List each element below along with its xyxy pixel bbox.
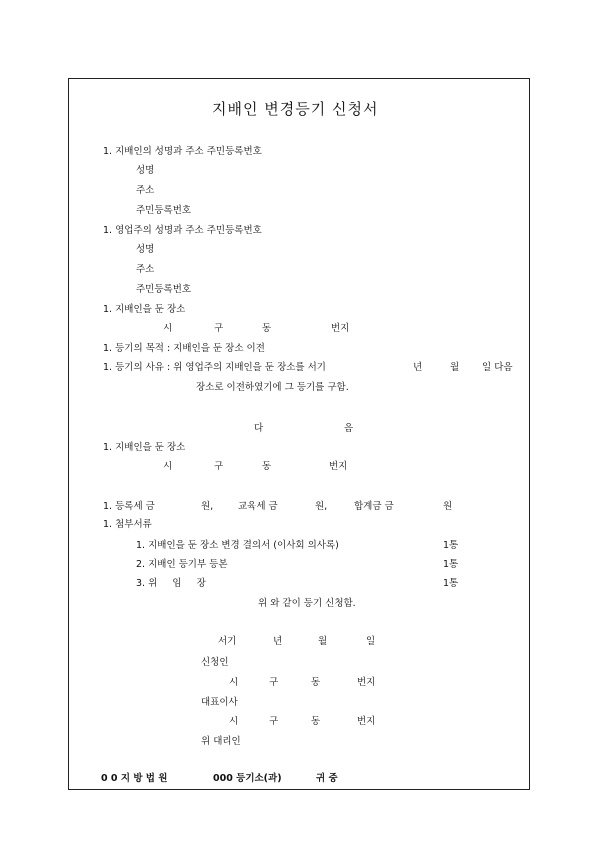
attachment-count: 1통 xyxy=(443,540,459,551)
attachment-count: 1통 xyxy=(443,578,459,589)
date-day: 일 xyxy=(366,636,376,647)
old-location-heading: 1. 지배인을 둔 장소 xyxy=(103,304,186,315)
document-title: 지배인 변경등기 신청서 xyxy=(212,100,379,118)
manager-rrn-label: 주민등록번호 xyxy=(136,205,192,216)
registry-office: 000 등기소(과) xyxy=(213,773,282,784)
below-da: 다 xyxy=(254,423,264,434)
closing-statement: 위 와 같이 등기 신청함. xyxy=(258,598,356,609)
registration-tax-label: 1. 등록세 금 xyxy=(103,501,155,512)
date-year: 년 xyxy=(273,636,283,647)
new-location-si: 시 xyxy=(163,461,173,472)
representative-si: 시 xyxy=(229,716,239,727)
applicant-gu: 구 xyxy=(269,677,279,688)
total-amount-won: 원 xyxy=(443,501,453,512)
manager-address-label: 주소 xyxy=(136,185,155,196)
reason-year: 년 xyxy=(413,362,423,373)
applicant-si: 시 xyxy=(229,677,239,688)
agent-label: 위 대리인 xyxy=(201,736,241,747)
representative-beonji: 번지 xyxy=(357,716,376,727)
registration-reason: 1. 등기의 사유 : 위 영업주의 지배인을 둔 장소를 서기 xyxy=(103,362,326,373)
registration-tax-won: 원, xyxy=(201,501,214,512)
old-location-beonji: 번지 xyxy=(331,323,350,334)
owner-name-label: 성명 xyxy=(136,244,155,255)
applicant-label: 신청인 xyxy=(201,657,229,668)
manager-info-heading: 1. 지배인의 성명과 주소 주민등록번호 xyxy=(103,146,262,157)
below-eum: 음 xyxy=(344,423,354,434)
registration-reason-continued: 장소로 이전하였기에 그 등기를 구함. xyxy=(196,382,349,393)
applicant-beonji: 번지 xyxy=(357,677,376,688)
date-seogi: 서기 xyxy=(218,636,237,647)
representative-gu: 구 xyxy=(269,716,279,727)
date-month: 월 xyxy=(318,636,328,647)
attachments-heading: 1. 첨부서류 xyxy=(103,519,152,530)
education-tax-label: 교육세 금 xyxy=(238,501,278,512)
representative-label: 대표이사 xyxy=(201,697,238,708)
new-location-dong: 동 xyxy=(262,461,272,472)
addressee: 귀 중 xyxy=(316,773,338,784)
old-location-si: 시 xyxy=(163,323,173,334)
attachment-item: 2. 지배인 등기부 등본 xyxy=(136,559,228,570)
new-location-beonji: 번지 xyxy=(329,461,348,472)
reason-month: 월 xyxy=(450,362,460,373)
attachment-count: 1통 xyxy=(443,559,459,570)
new-location-heading: 1. 지배인을 둔 장소 xyxy=(103,442,186,453)
owner-address-label: 주소 xyxy=(136,264,155,275)
education-tax-won: 원, xyxy=(315,501,328,512)
attachment-item: 1. 지배인을 둔 장소 변경 결의서 (이사회 의사록) xyxy=(136,540,339,551)
new-location-gu: 구 xyxy=(214,461,224,472)
attachment-item: 3. 위 임 장 xyxy=(136,578,206,589)
representative-dong: 동 xyxy=(311,716,321,727)
old-location-gu: 구 xyxy=(214,323,224,334)
owner-rrn-label: 주민등록번호 xyxy=(136,284,192,295)
registration-purpose: 1. 등기의 목적 : 지배인을 둔 장소 이전 xyxy=(103,343,265,354)
owner-info-heading: 1. 영업주의 성명과 주소 주민등록번호 xyxy=(103,225,262,236)
total-amount-label: 합계금 금 xyxy=(354,501,394,512)
court-name: 0 0 지 방 법 원 xyxy=(101,773,168,784)
old-location-dong: 동 xyxy=(262,323,272,334)
manager-name-label: 성명 xyxy=(136,165,155,176)
reason-day: 일 다음 xyxy=(482,362,513,373)
applicant-dong: 동 xyxy=(311,677,321,688)
